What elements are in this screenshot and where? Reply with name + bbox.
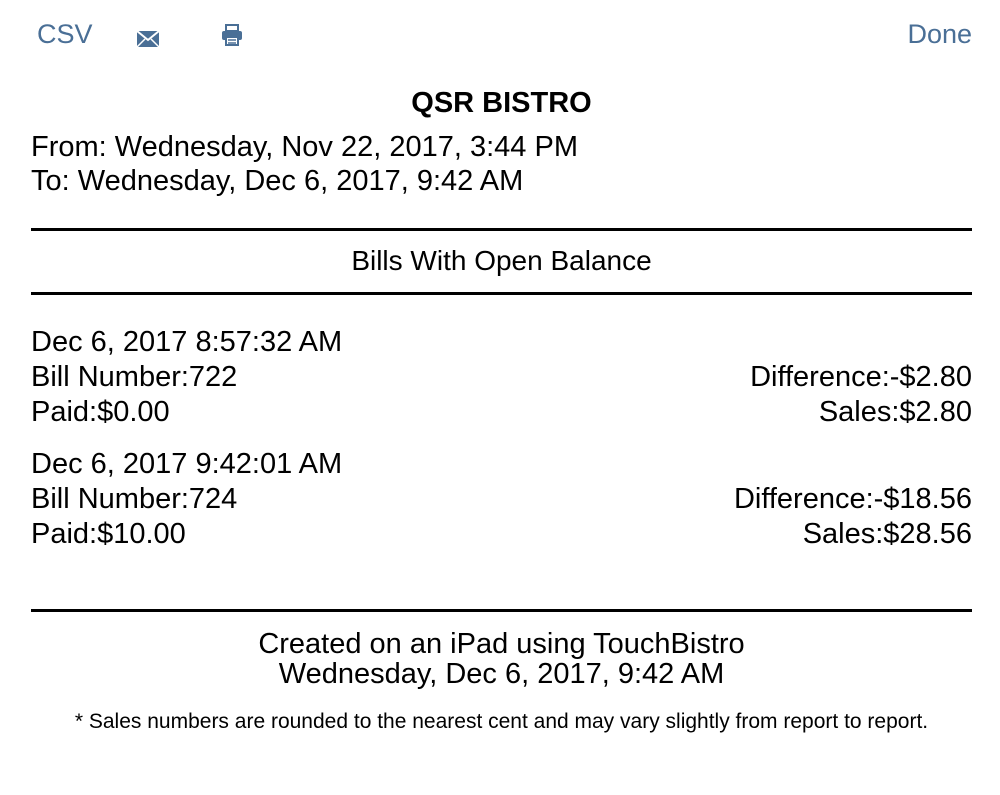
date-range — [31, 130, 972, 198]
bill-entry — [31, 447, 972, 552]
csv-button[interactable]: CSV — [37, 19, 93, 49]
bill-list — [31, 325, 972, 552]
report-title: QSR BISTRO — [411, 87, 592, 119]
bill-number: Bill Number:724 — [31, 483, 238, 515]
printer-icon-graphic — [220, 23, 244, 47]
bill-number: Bill Number:722 — [31, 361, 238, 393]
envelope-icon[interactable] — [136, 24, 160, 44]
bill-difference: Difference:-$2.80 — [750, 361, 972, 393]
bill-entry — [31, 325, 972, 430]
bill-row — [31, 360, 972, 395]
rounding-note: * Sales numbers are rounded to the nearest cent and may vary slightly from report to report. — [74, 710, 929, 733]
divider — [31, 292, 972, 295]
bill-sales: Sales:$28.56 — [802, 518, 972, 550]
to-date: To: Wednesday, Dec 6, 2017, 9:42 AM — [31, 165, 524, 197]
bill-row — [31, 517, 972, 552]
report — [31, 68, 972, 737]
envelope-icon-graphic — [136, 29, 160, 49]
bill-paid: Paid:$10.00 — [31, 518, 186, 550]
footer-timestamp: Wednesday, Dec 6, 2017, 9:42 AM — [278, 658, 725, 690]
toolbar — [0, 0, 1000, 68]
divider — [31, 609, 972, 612]
section-title: Bills With Open Balance — [351, 245, 652, 276]
bill-sales: Sales:$2.80 — [818, 396, 972, 428]
from-date: From: Wednesday, Nov 22, 2017, 3:44 PM — [31, 131, 578, 163]
bill-row — [31, 395, 972, 430]
bill-paid: Paid:$0.00 — [31, 396, 170, 428]
printer-icon[interactable] — [220, 22, 244, 46]
footer-created: Created on an iPad using TouchBistro — [258, 628, 745, 660]
report-footer — [31, 629, 972, 689]
done-button[interactable]: Done — [907, 19, 972, 49]
bill-datetime: Dec 6, 2017 8:57:32 AM — [31, 326, 343, 358]
bill-row — [31, 482, 972, 517]
bill-difference: Difference:-$18.56 — [733, 483, 972, 515]
bill-datetime: Dec 6, 2017 9:42:01 AM — [31, 448, 343, 480]
